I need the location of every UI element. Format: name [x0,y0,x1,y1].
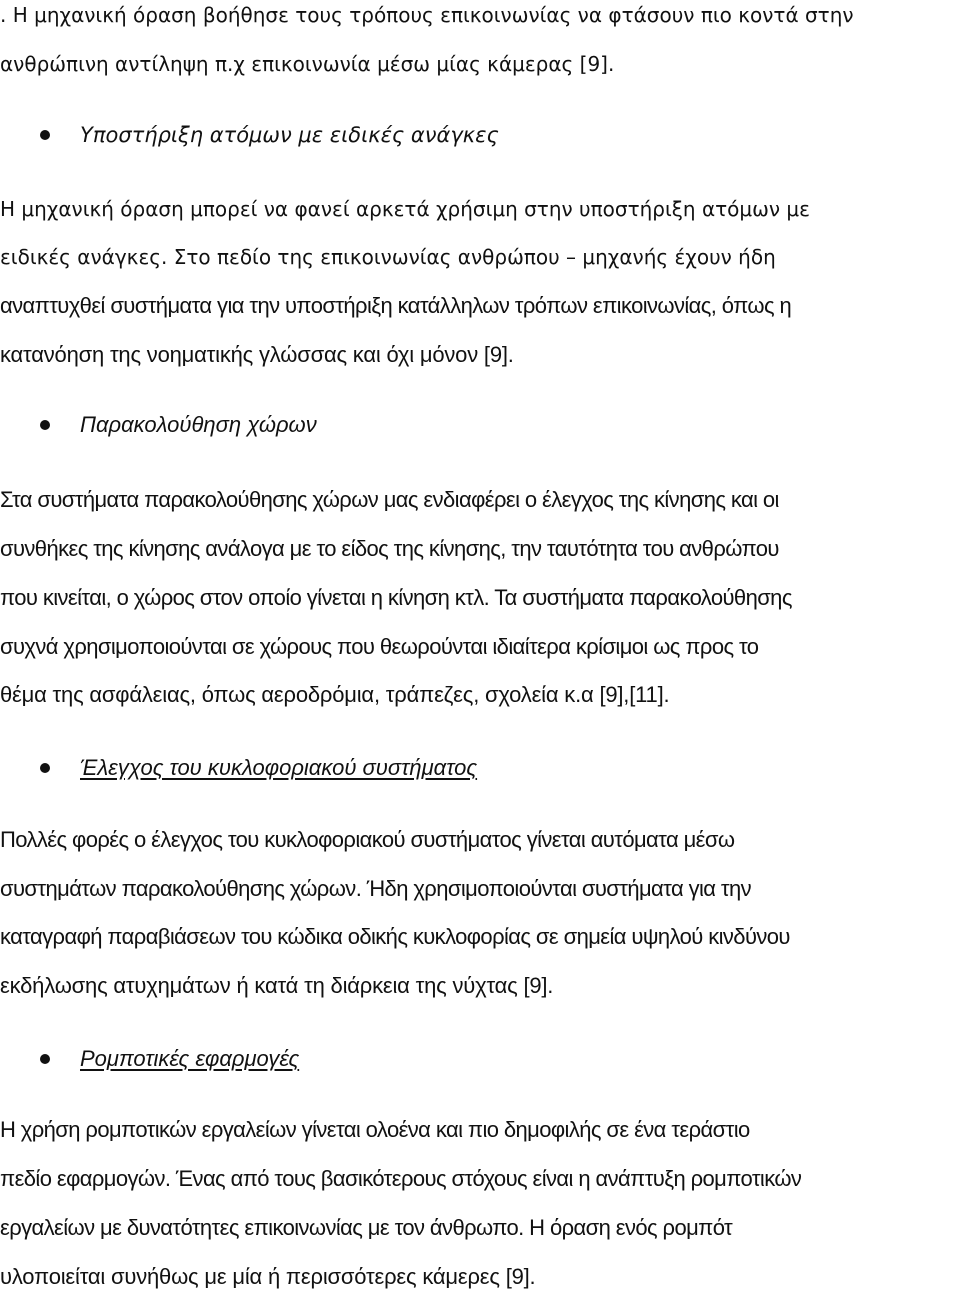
paragraph-line: θέμα της ασφάλειας, όπως αεροδρόμια, τράπεζες, σχολεία κ.α [9],[11]. [0,682,670,707]
section-heading: Έλεγχος του κυκλοφοριακού συστήματος [80,755,478,780]
paragraph-line: Η μηχανική όραση μπορεί να φανεί αρκετά χρήσιμη στην υποστήριξη ατόμων με [0,197,810,221]
paragraph-line: εργαλείων με δυνατότητες επικοινωνίας με τον άνθρωπο. Η όραση ενός ρομπότ [0,1215,733,1240]
paragraph-line: Στα συστήματα παρακολούθησης χώρων μας ενδιαφέρει ο έλεγχος της κίνησης και οι [0,487,779,512]
bullet-icon [40,420,50,430]
paragraph-line: υλοποιείται συνήθως με μία ή περισσότερες κάμερες [9]. [0,1264,536,1289]
intro-line: . Η μηχανική όραση βοήθησε τους τρόπους επικοινωνίας να φτάσουν πιο κοντά στην [0,3,854,27]
paragraph-line: κατανόηση της νοηματικής γλώσσας και όχι μόνον [9]. [0,342,514,367]
paragraph-line: καταγραφή παραβιάσεων του κώδικα οδικής κυκλοφορίας σε σημεία υψηλού κινδύνου [0,924,790,949]
paragraph-line: Η χρήση ρομποτικών εργαλείων γίνεται ολοένα και πιο δημοφιλής σε ένα τεράστιο [0,1117,750,1142]
paragraph-line: ειδικές ανάγκες. Στο πεδίο της επικοινωνίας ανθρώπου – μηχανής έχουν ήδη [0,245,776,269]
paragraph-line: που κινείται, ο χώρος στον οποίο γίνεται η κίνηση κτλ. Τα συστήματα παρακολούθησης [0,585,792,610]
paragraph-line: πεδίο εφαρμογών. Ένας από τους βασικότερους στόχους είναι η ανάπτυξη ρομποτικών [0,1166,802,1191]
intro-line: ανθρώπινη αντίληψη π.χ επικοινωνία μέσω μίας κάμερας [9]. [0,52,615,76]
paragraph-line: συστημάτων παρακολούθησης χώρων. Ήδη χρησιμοποιούνται συστήματα για την [0,876,752,901]
paragraph-line: συχνά χρησιμοποιούνται σε χώρους που θεωρούνται ιδιαίτερα κρίσιμοι ως προς το [0,634,759,659]
paragraph-line: Πολλές φορές ο έλεγχος του κυκλοφοριακού συστήματος γίνεται αυτόματα μέσω [0,827,735,852]
bullet-icon [40,130,50,140]
paragraph-line: συνθήκες της κίνησης ανάλογα με το είδος της κίνησης, την ταυτότητα του ανθρώπου [0,536,779,561]
paragraph-line: εκδήλωσης ατυχημάτων ή κατά τη διάρκεια της νύχτας [9]. [0,973,554,998]
bullet-icon [40,763,50,773]
section-heading: Παρακολούθηση χώρων [80,412,317,437]
section-heading: Ρομποτικές εφαρμογές [80,1046,300,1071]
section-heading: Υποστήριξη ατόμων με ειδικές ανάγκες [80,123,499,147]
paragraph-line: αναπτυχθεί συστήματα για την υποστήριξη κατάλληλων τρόπων επικοινωνίας, όπως η [0,293,792,318]
bullet-icon [40,1054,50,1064]
